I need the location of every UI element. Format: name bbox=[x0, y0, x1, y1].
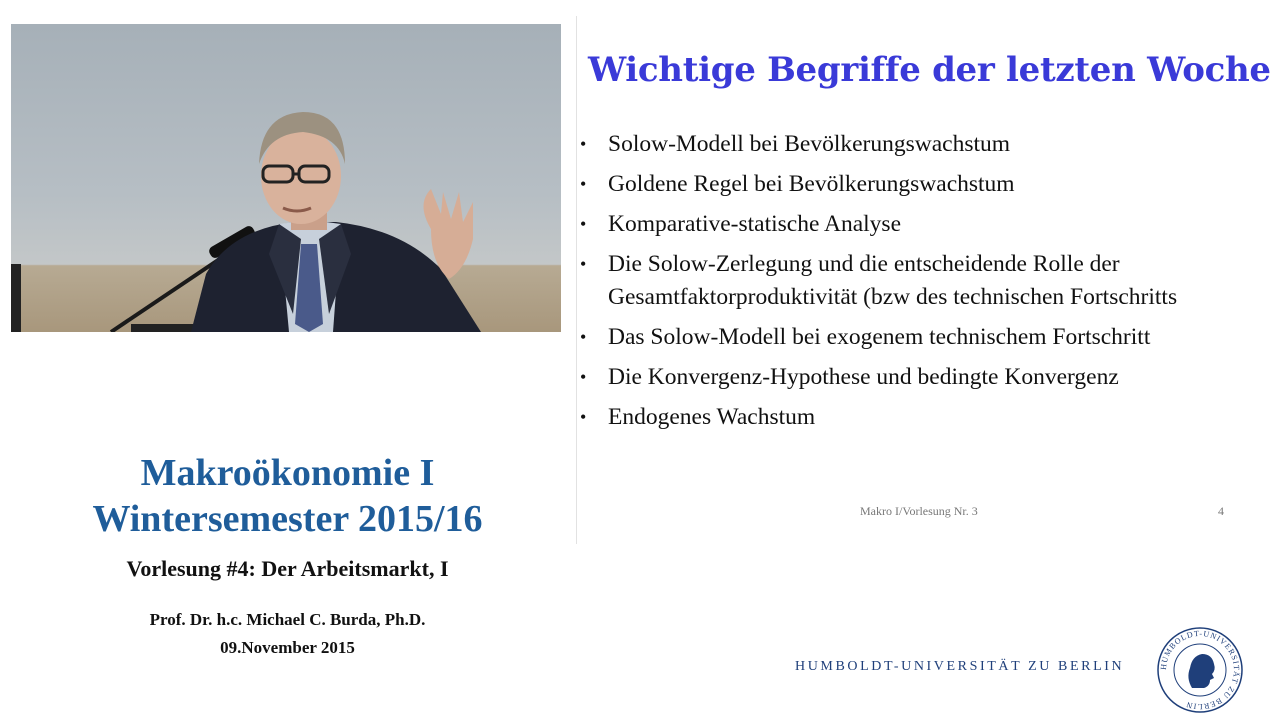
course-title-line1: Makroökonomie I bbox=[140, 452, 435, 494]
slide-bullet: • Goldene Regel bei Bevölkerungswachstum bbox=[580, 168, 1280, 201]
course-title-line2: Wintersemester 2015/16 bbox=[92, 498, 483, 540]
bullet-dot-icon: • bbox=[580, 327, 587, 347]
university-seal-icon bbox=[1156, 626, 1244, 714]
bullet-dot-icon: • bbox=[580, 254, 587, 274]
slide-bullet: • Die Konvergenz-Hypothese und bedingte Konvergenz bbox=[580, 361, 1280, 394]
bullet-dot-icon: • bbox=[580, 134, 587, 154]
course-info bbox=[0, 450, 575, 662]
slide-divider bbox=[576, 16, 577, 544]
slide-bullet-list bbox=[580, 128, 1280, 441]
slide-page-number: 4 bbox=[1218, 504, 1224, 518]
lecture-title: Vorlesung #4: Der Arbeitsmarkt, I bbox=[126, 556, 449, 581]
bullet-dot-icon: • bbox=[580, 407, 587, 427]
slide-bullet: • Endogenes Wachstum bbox=[580, 401, 1280, 434]
slide-footer: Makro I/Vorlesung Nr. 3 bbox=[860, 504, 978, 518]
slide-bullet: • Die Solow-Zerlegung und die entscheidende Rolle der Gesamtfaktorproduktivität (bzw des technischen Fortschritts bbox=[580, 248, 1280, 314]
bullet-dot-icon: • bbox=[580, 174, 587, 194]
university-name: HUMBOLDT-UNIVERSITÄT ZU BERLIN bbox=[795, 659, 1125, 674]
bullet-dot-icon: • bbox=[580, 367, 587, 387]
slide-title: Wichtige Begriffe der letzten Woche bbox=[588, 50, 1271, 90]
slide-bullet: • Solow-Modell bei Bevölkerungswachstum bbox=[580, 128, 1280, 161]
lecture-date: 09.November 2015 bbox=[220, 638, 355, 657]
slide-bullet: • Das Solow-Modell bei exogenem technischem Fortschritt bbox=[580, 321, 1280, 354]
slide-bullet: • Komparative-statische Analyse bbox=[580, 208, 1280, 241]
professor-name: Prof. Dr. h.c. Michael C. Burda, Ph.D. bbox=[149, 610, 426, 629]
university-seal-text: HUMBOLDT-UNIVERSITÄT ZU BERLIN bbox=[1158, 628, 1242, 712]
speaker-video bbox=[11, 24, 561, 332]
bullet-dot-icon: • bbox=[580, 214, 587, 234]
speaker-video-image bbox=[11, 24, 561, 332]
